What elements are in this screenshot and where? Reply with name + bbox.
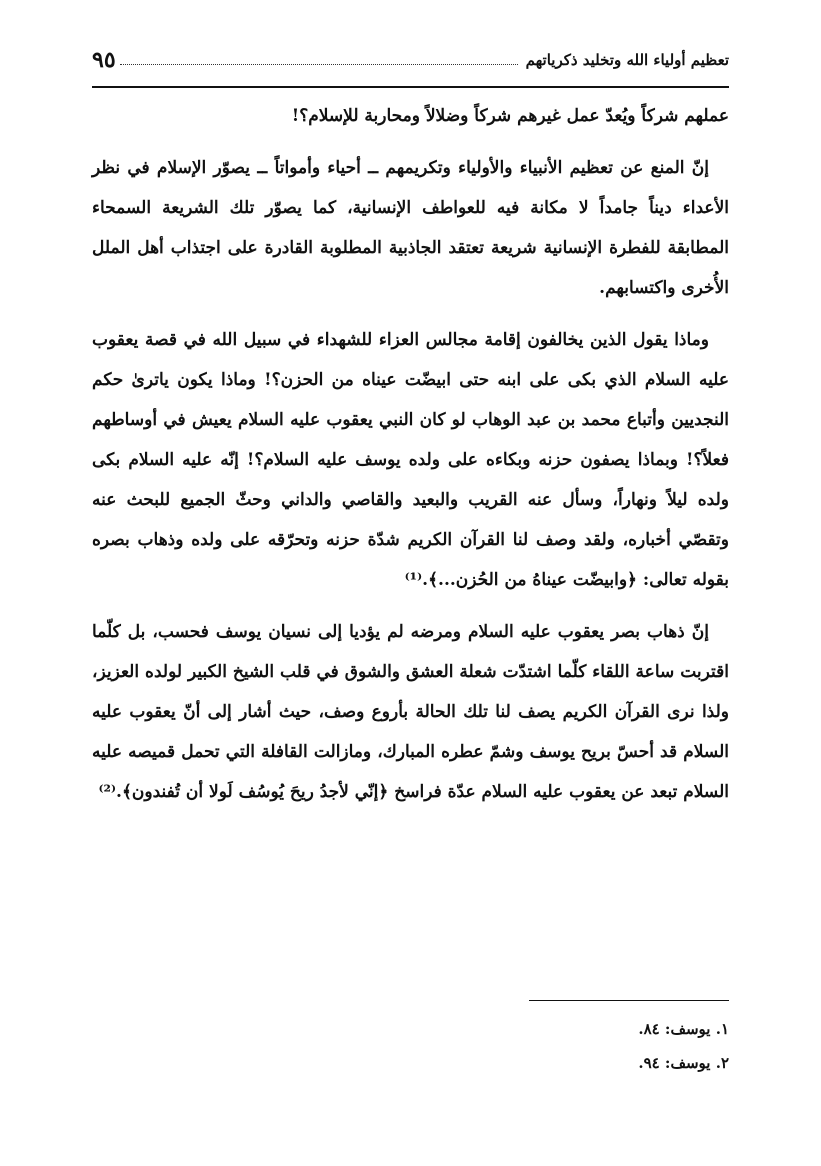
footnote-rule [529, 1000, 729, 1001]
page-header [92, 40, 729, 80]
body-text [92, 96, 729, 812]
running-title: تعظيم أولياء الله وتخليد ذكرياتهم [525, 51, 729, 69]
paragraph: إنّ المنع عن تعظيم الأنبياء والأولياء وتكريمهم ــ أحياء وأمواتاً ــ يصوّر الإسلام في نظر الأعداء ديناً جامداً لا مكانة فيه للعواطف الإنسانية، كما يصوّر تلك الشريعة السمحاء المطابقة للفطرة الإنسانية شريعة تعتقد الجاذبية المطلوبة القادرة على اجتذاب أهل الملل الأُخرى واكتسابهم. [92, 158, 729, 298]
paragraph: عملهم شركاً ويُعدّ عمل غيرهم شركاً وضلالاً ومحاربة للإسلام؟! [291, 106, 729, 126]
paragraph: وماذا يقول الذين يخالفون إقامة مجالس العزاء للشهداء في سبيل الله في قصة يعقوب عليه السلام الذي بكى على ابنه حتى ابيضّت عيناه من الحزن؟! وماذا يكون ياترىٰ حكم النجديين وأتباع محمد بن عبد الوهاب لو كان النبي يعقوب عليه السلام يعيش في أوساطهم فعلاً؟! وبماذا يصفون حزنه وبكاءه على ولده يوسف عليه السلام؟! إنّه عليه السلام بكى ولده ليلاً ونهاراً، وسأل عنه القريب والبعيد والقاصي والداني وحثّ الجميع للبحث عنه وتقصّي أخباره، ولقد وصف لنا القرآن الكريم شدّة حزنه وتحرّقه على ولده وذهاب بصره بقوله تعالى: ﴿وابيضّت عيناهُ من الحُزن...﴾.⁽¹⁾ [92, 330, 729, 590]
footnotes [92, 1012, 729, 1080]
header-rule [92, 86, 729, 88]
footnote: ١. يوسف: ٨٤. [638, 1020, 729, 1038]
page-number: ٩٥ [92, 47, 116, 73]
paragraph: إنّ ذهاب بصر يعقوب عليه السلام ومرضه لم يؤديا إلى نسيان يوسف فحسب، بل كلّما اقتربت ساعة اللقاء كلّما اشتدّت شعلة العشق والشوق في قلب الشيخ الكبير لولده العزيز، ولذا نرى القرآن الكريم يصف لنا تلك الحالة بأروع وصف، حيث أشار إلى أنّ يعقوب عليه السلام قد أحسّ بريح يوسف وشمّ عطره المبارك، ومازالت القافلة التي تحمل قميصه عليه السلام تبعد عن يعقوب عليه السلام عدّة فراسخ ﴿إنّي لأجدُ ريحَ يُوسُف لَولا أن تُفندون﴾.⁽²⁾ [92, 622, 729, 802]
dotted-leader [120, 64, 518, 65]
footnote: ٢. يوسف: ٩٤. [638, 1054, 729, 1072]
